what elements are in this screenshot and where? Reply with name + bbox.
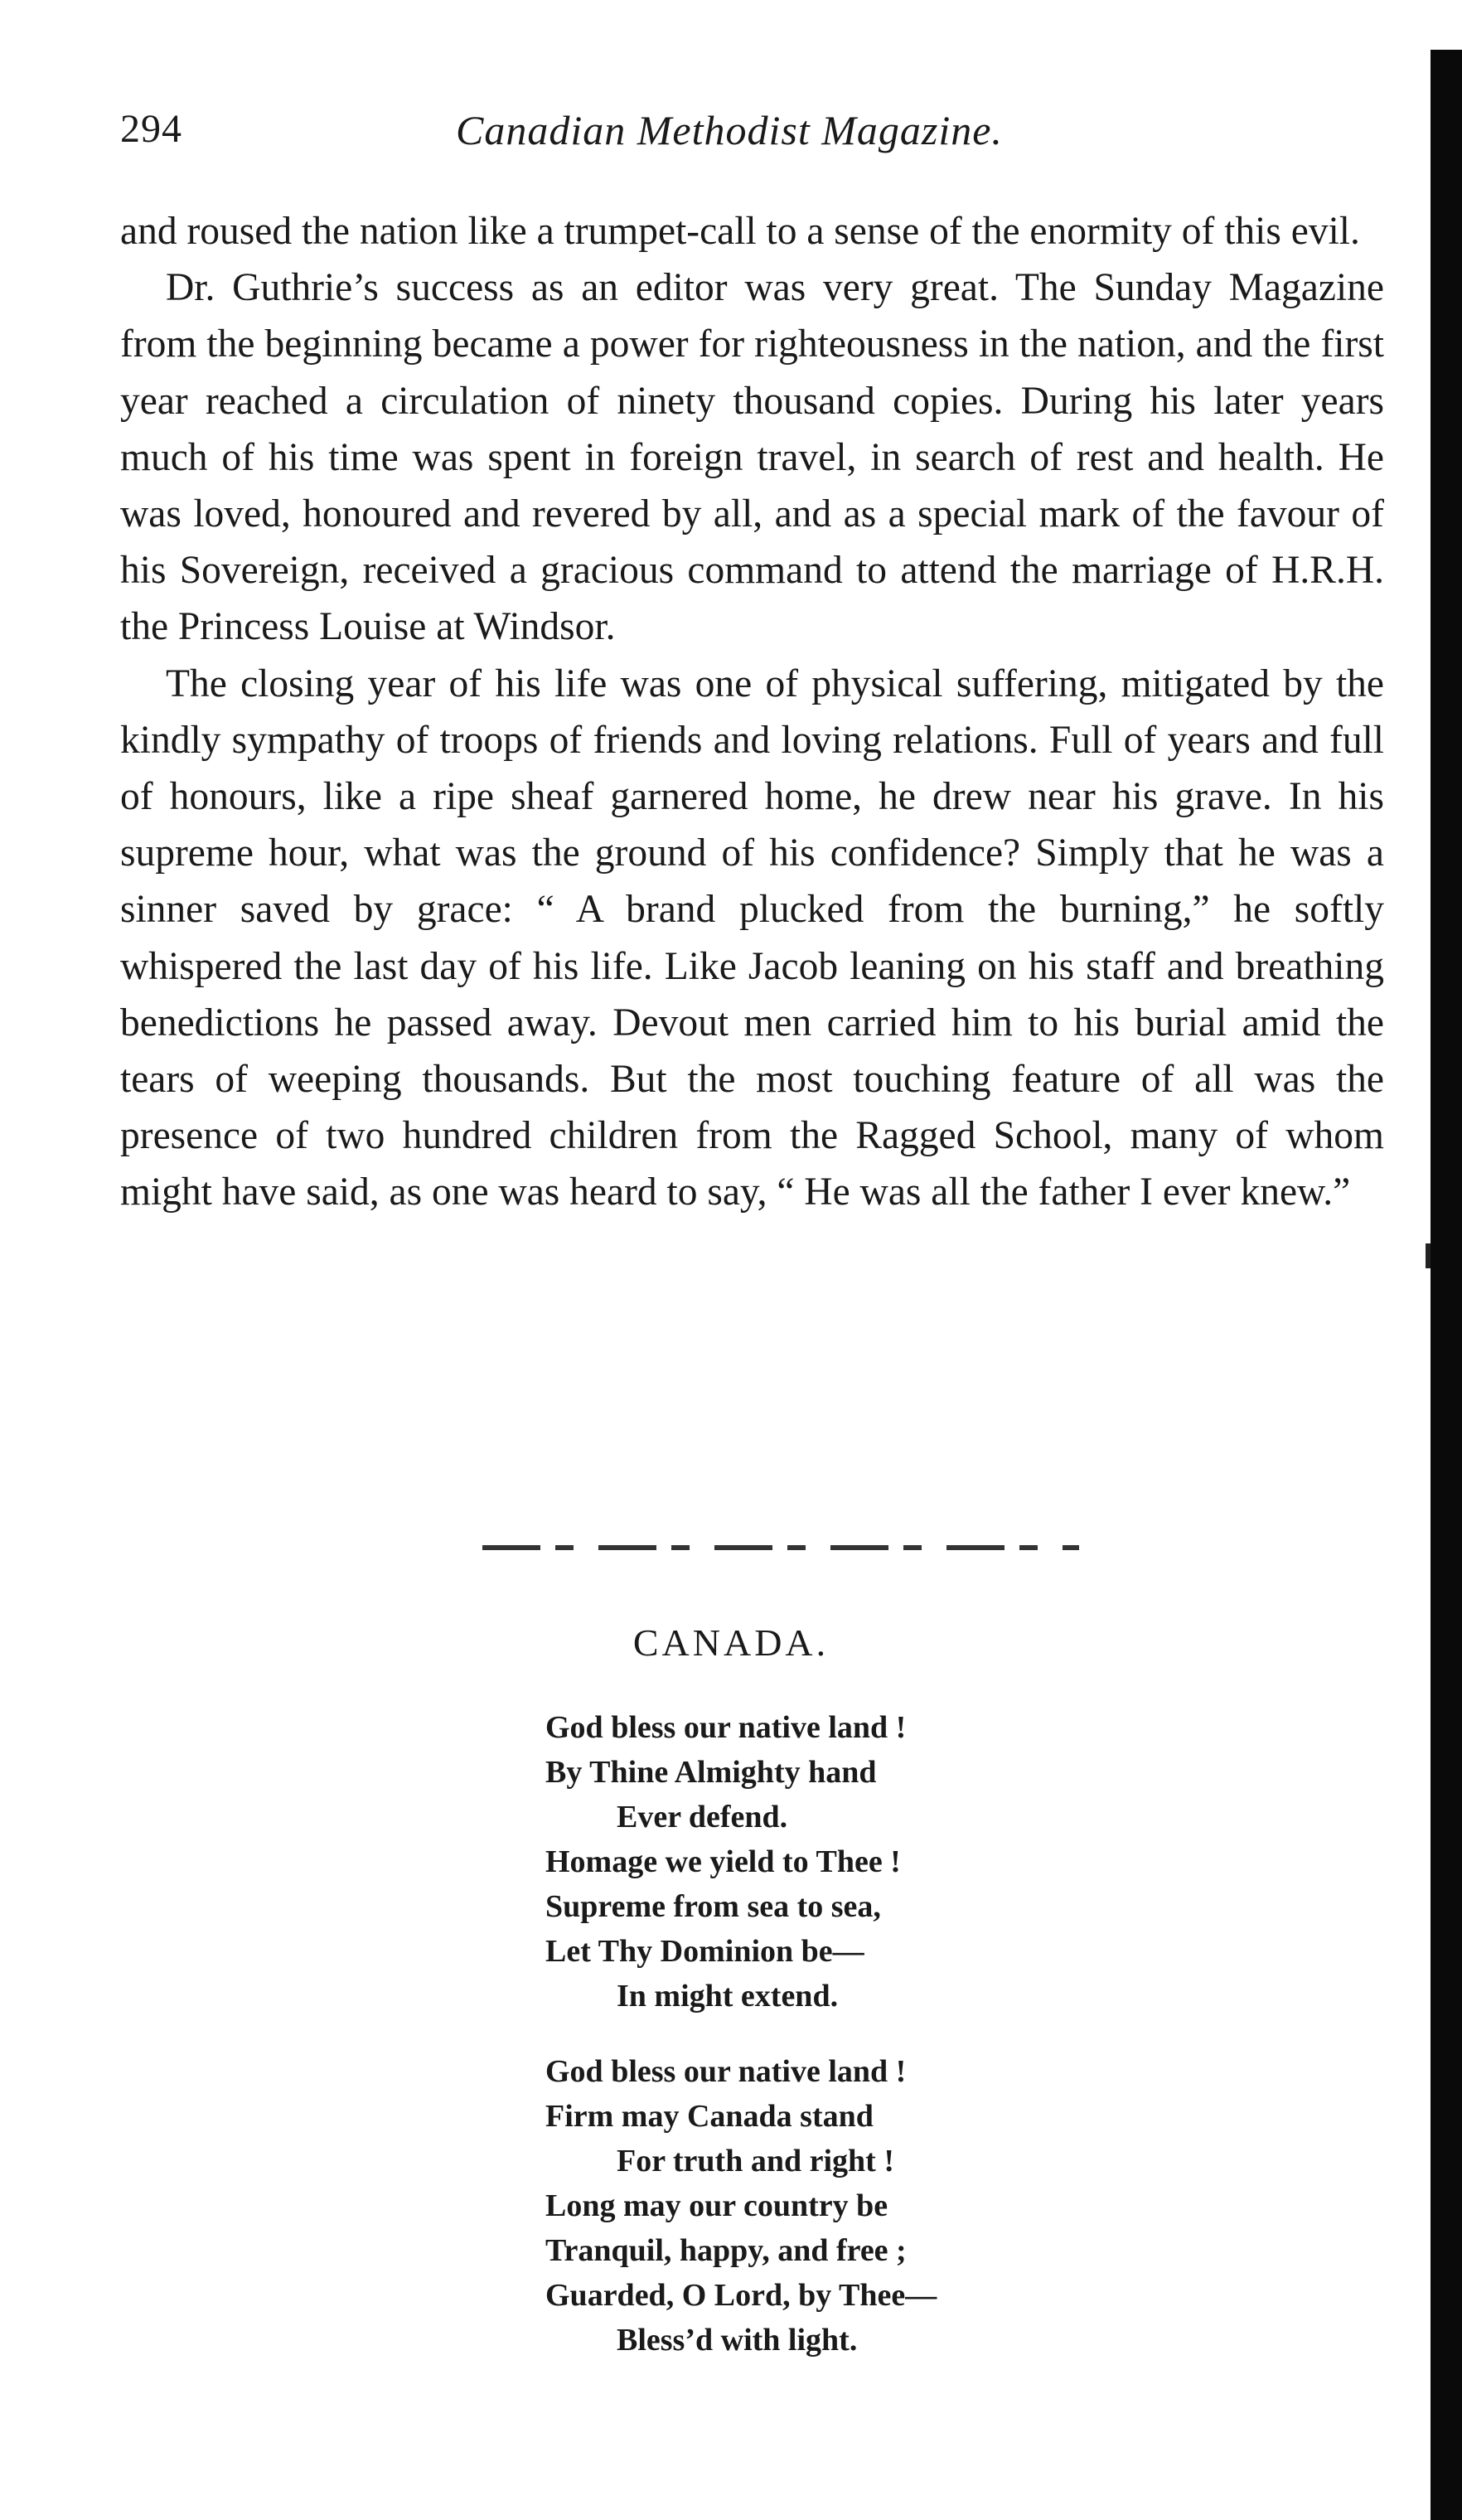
stanza-1	[545, 1705, 1126, 2018]
poem-line: God bless our native land !	[545, 2054, 907, 2089]
running-title: Canadian Methodist Magazine.	[456, 107, 1003, 153]
poem-line: Guarded, O Lord, by Thee—	[545, 2278, 937, 2313]
poem-line: By Thine Almighty hand	[545, 1755, 877, 1790]
poem-line: Bless’d with light.	[617, 2323, 858, 2358]
poem-line: For truth and right !	[617, 2144, 894, 2178]
paragraph-closing-year: The closing year of his life was one of physical suffering, mitigated by the kindly sympathy of troops of friends and loving relations. Full of years and full of honours, like a ripe sheaf garnered home, he drew near his grave. In his supreme hour, what was the ground of his confidence? Simply that he was a sinner saved by grace: “ A brand plucked from the burning,” he softly whispered the last day of his life. Like Jacob leaning on his staff and breathing benedictions he passed away. Devout men carried him to his burial amid the tears of weeping thousands. But the most touching feature of all was the presence of two hundred children from the Ragged School, many of whom might have said, as one was heard to say, “ He was all the father I ever knew.”	[120, 662, 1384, 1214]
poem	[545, 1705, 1126, 2393]
stanza-2	[545, 2049, 1126, 2362]
binding-shadow	[1431, 50, 1462, 2520]
binding-mark	[1426, 1243, 1431, 1268]
poem-line: Supreme from sea to sea,	[545, 1889, 881, 1924]
page-header	[120, 106, 1413, 164]
poem-line: Homage we yield to Thee !	[545, 1844, 901, 1879]
article-body	[120, 203, 1384, 1221]
poem-line: Let Thy Dominion be—	[545, 1934, 864, 1969]
poem-title: CANADA.	[632, 1621, 830, 1664]
poem-line: Ever defend.	[617, 1800, 788, 1834]
poem-line: Firm may Canada stand	[545, 2099, 874, 2134]
poem-line: Tranquil, happy, and free ;	[545, 2233, 907, 2268]
poem-line: Long may our country be	[545, 2188, 888, 2223]
paragraph-editor-success: Dr. Guthrie’s success as an editor was very great. The Sunday Magazine from the beginning became a power for righteousness in the nation, and the first year reached a circulation of ninety thousand copies. During his later years much of his time was spent in foreign travel, in search of rest and health. He was loved, honoured and revered by all, and as a special mark of the favour of his Sovereign, received a gracious command to attend the marriage of H.R.H. the Princess Louise at Windsor.	[120, 266, 1384, 649]
paragraph-continuation: and roused the nation like a trumpet-call to a sense of the enormity of this evil.	[120, 210, 1360, 253]
poem-line: God bless our native land !	[545, 1710, 907, 1745]
section-divider	[482, 1545, 1079, 1550]
poem-line: In might extend.	[617, 1979, 839, 2014]
page-number: 294	[120, 107, 182, 151]
